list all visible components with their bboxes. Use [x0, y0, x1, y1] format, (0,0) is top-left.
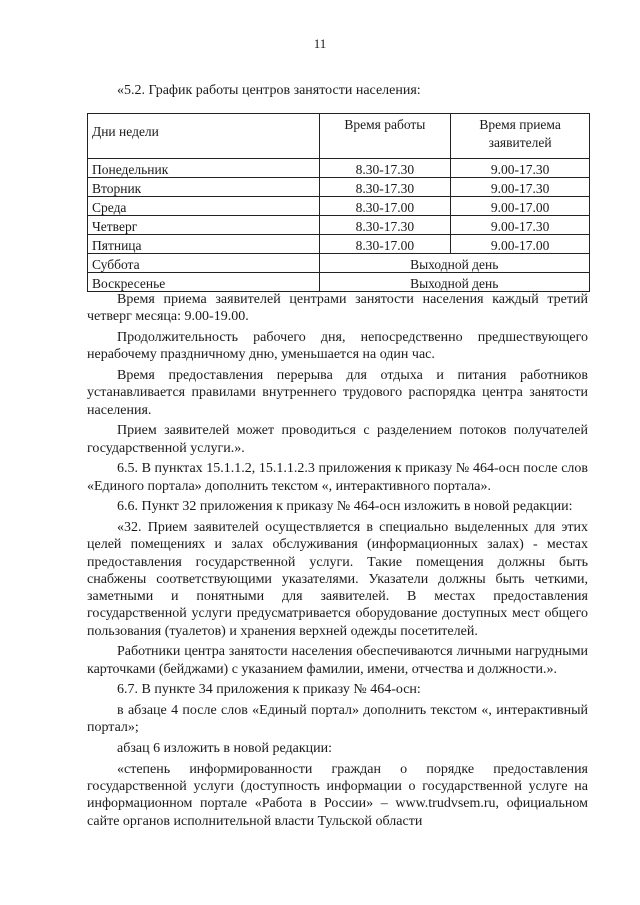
- cell-day: Среда: [88, 197, 320, 216]
- cell-reception: 9.00-17.00: [451, 197, 590, 216]
- cell-work: 8.30-17.30: [319, 216, 451, 235]
- cell-work: 8.30-17.30: [319, 159, 451, 178]
- paragraph: 6.5. В пунктах 15.1.1.2, 15.1.1.2.3 приложения к приказу № 464-осн после слов «Единого портала» дополнить текстом «, интерактивного портала».: [87, 461, 588, 494]
- section-heading: «5.2. График работы центров занятости населения:: [117, 83, 421, 98]
- cell-work: 8.30-17.00: [319, 197, 451, 216]
- paragraph: «32. Прием заявителей осуществляется в специально выделенных для этих целей помещениях и залах обслуживания (информационных залах) - местах предоставления государственной услуги. Такие помещения должны быть снабжены соответствующими указателями. Указатели должны быть четкими, заметными и понятными для заявителей. В местах предоставления государственной услуги предусматривается оборудование доступных мест общего пользования (туалетов) и хранения верхней одежды посетителей.: [87, 519, 588, 639]
- cell-reception: 9.00-17.00: [451, 235, 590, 254]
- schedule-table: [87, 113, 590, 292]
- cell-reception: 9.00-17.30: [451, 216, 590, 235]
- cell-reception: 9.00-17.30: [451, 159, 590, 178]
- header-work-time: Время работы: [319, 114, 451, 159]
- table-row: [88, 216, 590, 235]
- cell-work: 8.30-17.00: [319, 235, 451, 254]
- header-reception-time: Время приема заявителей: [451, 114, 590, 159]
- table-row: [88, 159, 590, 178]
- body-text: [87, 291, 588, 833]
- page-number: 11: [313, 36, 327, 51]
- paragraph: Время предоставления перерыва для отдыха и питания работников устанавливается правилами внутреннего трудового распорядка центра занятости населения.: [87, 367, 588, 418]
- paragraph: Продолжительность рабочего дня, непосредственно предшествующего нерабочему праздничному дню, уменьшается на один час.: [87, 329, 588, 363]
- cell-reception: 9.00-17.30: [451, 178, 590, 197]
- table-header-row: [88, 114, 590, 159]
- cell-day-off: Выходной день: [319, 254, 590, 273]
- table-row: [88, 235, 590, 254]
- paragraph: Прием заявителей может проводиться с разделением потоков получателей государственной услуги.».: [87, 423, 588, 456]
- header-days: Дни недели: [88, 114, 320, 159]
- cell-day: Четверг: [88, 216, 320, 235]
- table-row: [88, 178, 590, 197]
- paragraph: «степень информированности граждан о порядке предоставления государственной услуги (доступность информации о государственной услуге на информационном портале «Работа в России» – www.trudvsem.ru, официальном сайте органов исполнительной власти Тульской области: [87, 761, 588, 829]
- cell-day-off: Выходной день: [319, 273, 590, 292]
- paragraph: в абзаце 4 после слов «Единый портал» дополнить текстом «, интерактивный портал»;: [87, 703, 588, 736]
- cell-day: Понедельник: [88, 159, 320, 178]
- cell-day: Воскресенье: [88, 273, 320, 292]
- table-row: [88, 273, 590, 292]
- cell-work: 8.30-17.30: [319, 178, 451, 197]
- table-row: [88, 197, 590, 216]
- paragraph: 6.7. В пункте 34 приложения к приказу № 464-осн:: [117, 682, 421, 698]
- paragraph: 6.6. Пункт 32 приложения к приказу № 464-осн изложить в новой редакции:: [117, 499, 573, 515]
- paragraph: Работники центра занятости населения обеспечиваются личными нагрудными карточками (бейджами) с указанием фамилии, имени, отчества и должности.».: [87, 644, 588, 677]
- cell-day: Пятница: [88, 235, 320, 254]
- paragraph: Время приема заявителей центрами занятости населения каждый третий четверг месяца: 9.00-19.00.: [87, 292, 588, 325]
- paragraph: абзац 6 изложить в новой редакции:: [117, 741, 333, 757]
- table-row: [88, 254, 590, 273]
- cell-day: Вторник: [88, 178, 320, 197]
- cell-day: Суббота: [88, 254, 320, 273]
